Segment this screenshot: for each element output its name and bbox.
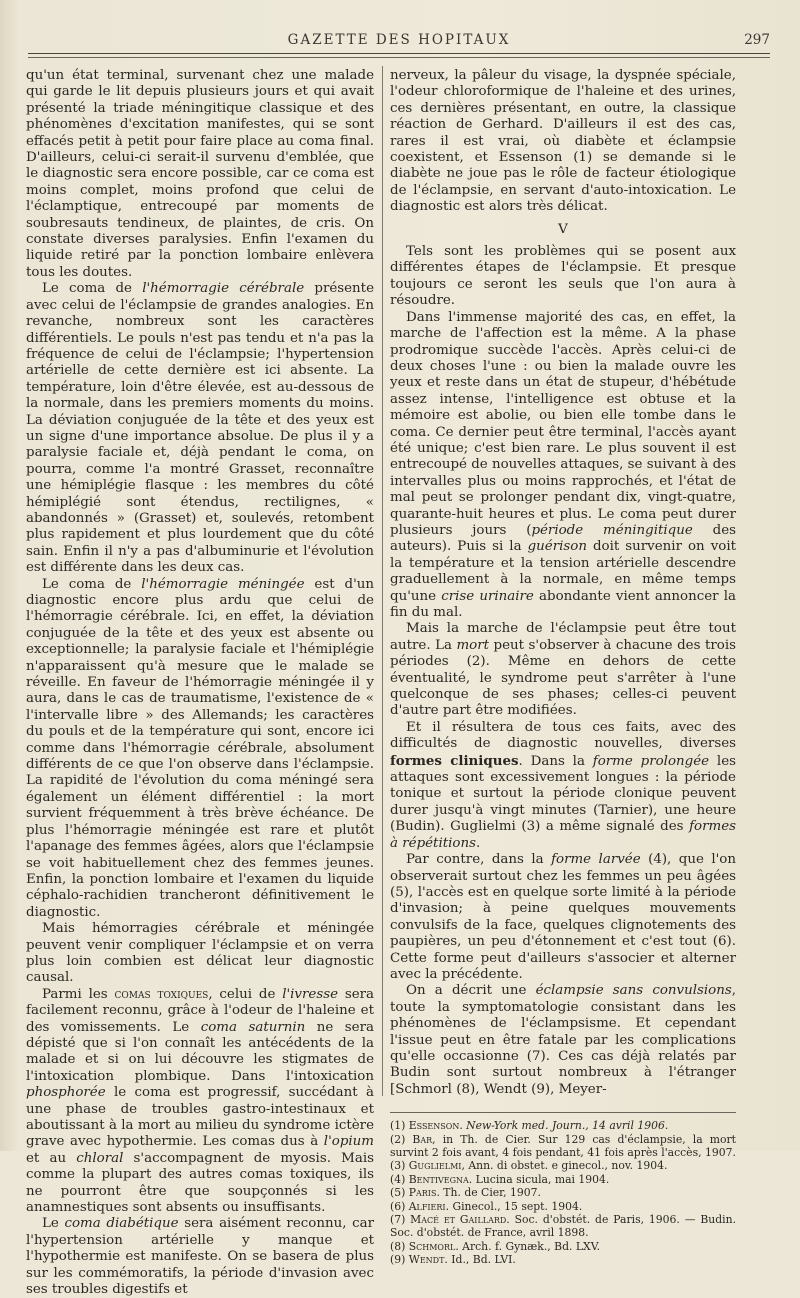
- footnote-number: (9): [390, 1253, 406, 1267]
- paragraph-text: Mais la marche de l'éclampsie peut être tout autre. La: [390, 621, 736, 653]
- footnote-rule: [390, 1112, 736, 1113]
- italic-term: forme prolongée: [592, 753, 710, 769]
- paragraph-text: et au: [26, 1150, 77, 1166]
- footnote-author: Wendt.: [408, 1253, 448, 1267]
- paragraph-text: (4), que l'on observerait surtout chez les femmes un peu âgées (5), l'accès est en quelque sorte limité à la période d'invasion; à peine quelques mouvements convulsifs de la face, quelques clignotements des paupières, un peu d'étonnement et c'est tout (6). Cette forme peut d'ailleurs s'associer et alterner avec la précédente.: [390, 852, 736, 982]
- footnote-author: Bar,: [412, 1132, 436, 1146]
- footnote: [390, 1159, 736, 1172]
- left-column: [26, 68, 374, 1298]
- paragraph-text: Le coma de: [42, 281, 143, 297]
- paragraph: [26, 1216, 374, 1298]
- column-divider: [382, 66, 383, 1096]
- footnote: [390, 1186, 736, 1199]
- paragraph: [390, 310, 736, 622]
- italic-term: formes à répétitions: [390, 819, 736, 851]
- paragraph-text: Par contre, dans la: [406, 852, 552, 868]
- footnote-author: Macé et Gaillard.: [410, 1213, 510, 1227]
- paragraph-text: Parmi les: [42, 986, 115, 1002]
- italic-term: phosphorée: [26, 1085, 106, 1101]
- paragraph: [390, 852, 736, 983]
- paragraph-text: le coma est progressif, succédant à une phase de troubles gastro-intestinaux et aboutissant à la mort au milieu du syndrome ictère grave avec hypothermie. Les comas dus à: [26, 1085, 374, 1150]
- paragraph-text: abondante vient annoncer la fin du mal.: [390, 588, 736, 620]
- paragraph-text: , celui de: [208, 986, 283, 1002]
- italic-term: crise urinaire: [441, 588, 534, 604]
- paragraph-text: .: [475, 835, 481, 851]
- footnote-number: (4): [390, 1172, 406, 1186]
- paragraph-text: des auteurs). Puis si la: [390, 522, 736, 555]
- paragraph-text: Et il résultera de tous ces faits, avec des difficultés de diagnostic nouvelles, diverses: [390, 719, 736, 752]
- paragraph-text: doit survenir on voit la température et la tension artérielle descendre graduellement à la normale, en même temps qu'une: [390, 539, 736, 604]
- footnote-number: (6): [390, 1199, 406, 1213]
- paragraph-text: sera facilement reconnu, grâce à l'odeur de l'haleine et des vomissements. Le: [26, 986, 374, 1035]
- paragraph-text: s'accompagnent de myosis. Mais comme la plupart des autres comas toxiques, ils ne pourront être que soupçonnés si les anamnestiques sont absents ou insuffisants.: [26, 1150, 374, 1216]
- bold-term: formes cliniques: [390, 752, 519, 769]
- paragraph: [390, 720, 736, 852]
- footnote-text: Soc. d'obstét. de Paris, 1906. — Budin. Soc. d'obstét. de France, avril 1898.: [390, 1213, 736, 1240]
- footnote-text: New-York med. Journ., 14 avril 1906.: [462, 1119, 669, 1133]
- footnote-author: Paris.: [408, 1186, 440, 1200]
- footnote-text: Id., Bd. LVI.: [447, 1253, 516, 1267]
- footnote-text: Ginecol., 15 sept. 1904.: [449, 1199, 583, 1213]
- footnote: [390, 1133, 736, 1160]
- footnote-number: (2): [390, 1132, 406, 1146]
- footnote: [390, 1213, 736, 1240]
- footnote-number: (3): [390, 1159, 406, 1173]
- footnote-text: in Th. de Cier. Sur 129 cas d'éclampsie, la mort survint 2 fois avant, 4 fois pendant, 41 fois après l'accès, 1907.: [390, 1132, 736, 1159]
- italic-term: forme larvée: [551, 852, 641, 868]
- header-rule-thin: [28, 57, 770, 58]
- footnote-author: Bentivegna.: [408, 1172, 473, 1186]
- italic-term: coma saturnin: [200, 1019, 306, 1035]
- paragraph-text: présente avec celui de l'éclampsie de grandes analogies. En revanche, nombreux sont les caractères différentiels. Le pouls n'est pas tendu et n'a pas la fréquence de celui de l'éclampsie; l'hypertension artérielle de cette dernière est ici absente. La température, loin d'être élevée, est au-dessous de la normale, dans les premiers moments du moins. La déviation conjuguée de la tête et des yeux est un signe d'une importance absolue. De plus il y a paralysie faciale et, déjà pendant le coma, on pourra, comme l'a montré Grasset, reconnaître une hémiplégie flasque : les membres du côté hémiplégié sont étendus, rectilignes, « abandonnés » (Grasset) et, soulevés, retombent plus rapidement et plus lourdement que du côté sain. Enfin il n'y a pas d'albuminurie et l'évolution est différente dans les deux cas.: [26, 281, 374, 576]
- paragraph-text: les attaques sont excessivement longues : la période tonique et surtout la période clonique peuvent durer jusqu'à vingt minutes (Tarnier), une heure (Budin). Guglielmi (3) a même signalé des: [390, 753, 736, 835]
- italic-term: mort: [456, 637, 490, 653]
- footnote-author: Guglielmi,: [408, 1159, 465, 1173]
- italic-term: l'hémorragie méningée: [141, 576, 305, 592]
- paragraph: [26, 987, 374, 1217]
- paragraph-text: , toute la symptomatologie consistant dans les phénomènes de l'éclampsisme. Et cependant l'issue peut en être fatale par les complications qu'elle occasionne (7). Ces cas déjà relatés par Budin sont surtout nombreux à l'étranger [Schmorl (8), Wendt (9), Meyer-: [390, 983, 736, 1097]
- paragraph-text: On a décrit une: [406, 983, 536, 999]
- right-column: [390, 68, 736, 1267]
- paragraph-text: Tels sont les problèmes qui se posent aux différentes étapes de l'éclampsie. Et presque toujours ce seront les seuls que l'on aura à résoudre.: [390, 244, 736, 309]
- italic-term: l'opium: [323, 1134, 374, 1150]
- paragraph: [390, 983, 736, 1098]
- footnote: [390, 1253, 736, 1266]
- paragraph: [390, 621, 736, 719]
- footnote: [390, 1119, 736, 1132]
- paragraph-text: Le: [42, 1216, 65, 1232]
- journal-title: GAZETTE DES HOPITAUX: [287, 32, 511, 48]
- italic-term: guérison: [527, 539, 587, 555]
- footnote-author: Essenson.: [408, 1119, 463, 1133]
- section-heading: V: [558, 221, 568, 237]
- italic-term: l'hémorragie cérébrale: [142, 281, 305, 297]
- footnote-author: Alfieri.: [408, 1199, 450, 1213]
- footnote-text: Ann. di obstet. e ginecol., nov. 1904.: [464, 1159, 668, 1173]
- italic-term: l'ivresse: [282, 986, 338, 1002]
- small-caps-term: comas toxiques: [114, 986, 209, 1002]
- paragraph: [26, 577, 374, 922]
- paragraph: [390, 68, 736, 216]
- footnote-number: (8): [390, 1239, 406, 1253]
- footnote-author: Schmorl.: [408, 1239, 459, 1253]
- paragraph-text: ne sera dépisté que si l'on connaît les antécédents de la malade et si on lui découvre les stigmates de l'intoxication plombique. Dans l'intoxication: [26, 1019, 374, 1084]
- footnote-number: (7): [390, 1213, 406, 1227]
- footnote: [390, 1240, 736, 1253]
- footnote-text: Arch. f. Gynæk., Bd. LXV.: [458, 1239, 601, 1253]
- paragraph: [390, 244, 736, 310]
- paragraph-text: nerveux, la pâleur du visage, la dyspnée spéciale, l'odeur chloroformique de l'haleine et des urines, ces dernières présentant, en outre, la classique réaction de Gerhard. D'ailleurs il est des cas, rares il est vrai, où diabète et éclampsie coexistent, et Essenson (1) se demande si le diabète ne joue pas le rôle de facteur étiologique de l'éclampsie, en servant d'auto-intoxication. Le diagnostic est alors très délicat.: [390, 68, 736, 215]
- paragraph: [26, 921, 374, 987]
- paragraph: [26, 281, 374, 576]
- paragraph-text: peut s'observer à chacune des trois périodes (2). Même en dehors de cette éventualité, le syndrome peut s'arrêter à l'une quelconque de ses phases; celles-ci peuvent d'autre part être modifiées.: [390, 637, 736, 719]
- footnote-number: (1): [390, 1119, 406, 1133]
- footnote-number: (5): [390, 1186, 406, 1200]
- footnote-text: Lucina sicula, mai 1904.: [472, 1172, 610, 1186]
- footnotes: [390, 1119, 736, 1266]
- footnote: [390, 1200, 736, 1213]
- paragraph-text: Dans l'immense majorité des cas, en effet, la marche de l'affection est la même. A la phase prodromique succède l'accès. Après celui-ci de deux choses l'une : ou bien la malade ouvre les yeux et reste dans un état de stupeur, d'hébétude assez intense, l'intelligence est obtuse et la mémoire est abolie, ou bien elle tombe dans le coma. Ce dernier peut être terminal, l'accès ayant été unique; c'est bien rare. Le plus souvent il est entrecoupé de nouvelles attaques, se suivant à des intervalles plus ou moins rapprochés, et l'état de mal peut se prolonger pendant dix, vingt-quatre, quarante-huit heures et plus. Le coma peut durer plusieurs jours (: [390, 309, 736, 538]
- italic-term: période méningitique: [531, 522, 693, 538]
- footnote-text: Th. de Cier, 1907.: [439, 1186, 541, 1200]
- paragraph-text: Mais hémorragies cérébrale et méningée peuvent venir compliquer l'éclampsie et on verra plus loin combien est délicat leur diagnostic causal.: [26, 921, 374, 986]
- paragraph-text: qu'un état terminal, survenant chez une malade qui garde le lit depuis plusieurs jours et qui avait présenté la triade méningitique classique et des phénomènes d'excitation manifestes, qui se sont effacés petit à petit pour faire place au coma final. D'ailleurs, celui-ci serait-il survenu d'emblée, que le diagnostic sera encore possible, car ce coma est moins complet, moins profond que celui de l'éclamptique, entrecoupé par moments de soubresauts tendineux, de plaintes, de cris. On constate diverses paralysies. Enfin l'examen du liquide retiré par la ponction lombaire enlèvera tous les doutes.: [26, 68, 374, 280]
- paragraph-text: . Dans la: [518, 753, 593, 769]
- italic-term: éclampsie sans convulsions: [535, 983, 732, 999]
- paragraph-text: est d'un diagnostic encore plus ardu que celui de l'hémorragie cérébrale. Ici, en effet, la déviation conjuguée de la tête et des yeux est absente ou exceptionnelle; la paralysie faciale et l'hémiplégie n'apparaissent qu'à mesure que le malade se réveille. En faveur de l'hémorragie méningée il y aura, dans le cas de traumatisme, l'existence de « l'intervalle libre » des Allemands; les caractères du pouls et de la température qui sont, encore ici comme dans l'hémorragie cérébrale, absolument différents de ce que l'on observe dans l'éclampsie. La rapidité de l'évolution du coma méningé sera également un élément différentiel : la mort survient fréquemment à très brève échéance. De plus l'hémorragie méningée est rare et plutôt l'apanage des femmes âgées, alors que l'éclampsie se voit habituellement chez des femmes jeunes. Enfin, la ponction lombaire et l'examen du liquide céphalo-rachidien trancheront définitivement le diagnostic.: [26, 576, 375, 920]
- paragraph-text: Le coma de: [42, 576, 142, 592]
- footnote: [390, 1173, 736, 1186]
- italic-term: coma diabétique: [64, 1216, 179, 1232]
- italic-term: chloral: [76, 1150, 124, 1166]
- paragraph-text: sera aisément reconnu, car l'hypertension artérielle y manque et l'hypothermie est manifeste. On se basera de plus sur les commémoratifs, la période d'invasion avec ses troubles digestifs et: [26, 1216, 375, 1298]
- page-number: 297: [744, 32, 770, 48]
- paragraph: [26, 68, 374, 281]
- header-rule: [28, 53, 770, 54]
- page-header: [28, 30, 770, 52]
